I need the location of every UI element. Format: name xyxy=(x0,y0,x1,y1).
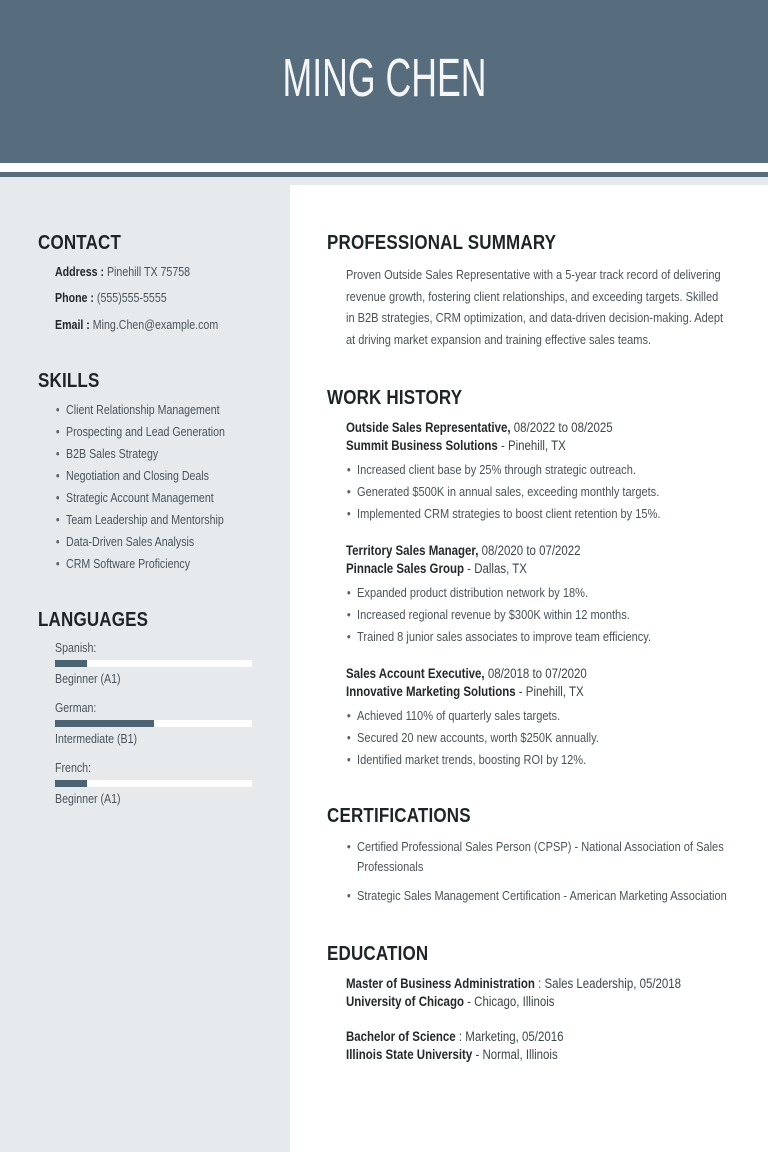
skills-list xyxy=(55,402,264,572)
language-level-bar-fill xyxy=(55,660,87,667)
job-bullet: • Trained 8 junior sales associates to improve team efficiency. xyxy=(346,628,741,645)
job-dates: 08/2018 to 07/2020 xyxy=(487,666,587,681)
job-bullet-list xyxy=(346,461,730,522)
certifications-heading: CERTIFICATIONS xyxy=(327,805,471,827)
job-bullet-list xyxy=(346,584,730,645)
certification-item: • Certified Professional Sales Person (CPSP) - National Association of Sales Professionals xyxy=(346,837,741,877)
job-title: Territory Sales Manager, xyxy=(346,543,479,558)
work-history-heading: WORK HISTORY xyxy=(327,387,463,409)
language-name: Spanish: xyxy=(55,640,97,655)
job-bullet: • Increased regional revenue by $300K within 12 months. xyxy=(346,606,741,623)
skill-item: • B2B Sales Strategy xyxy=(55,446,275,462)
job-location: - Dallas, TX xyxy=(467,560,527,576)
contact-email-line xyxy=(55,317,264,333)
contact-address-value: Pinehill TX 75758 xyxy=(106,265,191,279)
degree-school-line xyxy=(346,1046,730,1064)
degree-location: - Normal, Illinois xyxy=(475,1046,558,1062)
skill-item: • Prospecting and Lead Generation xyxy=(55,424,275,440)
contact-heading: CONTACT xyxy=(38,232,122,254)
job-company-line xyxy=(346,683,730,701)
skill-item: • Team Leadership and Mentorship xyxy=(55,512,275,528)
language-item-spanish xyxy=(55,641,264,687)
skill-item: • Data-Driven Sales Analysis xyxy=(55,534,275,550)
job-company: Innovative Marketing Solutions xyxy=(346,683,516,699)
candidate-name: MING CHEN xyxy=(282,47,486,108)
language-item-german xyxy=(55,701,264,747)
language-level-label: Beginner (A1) xyxy=(55,791,121,806)
job-bullet: • Implemented CRM strategies to boost client retention by 15%. xyxy=(346,505,741,522)
language-name: German: xyxy=(55,700,97,715)
degree-entry xyxy=(346,1028,730,1063)
professional-summary-section xyxy=(327,233,730,350)
degree-location: - Chicago, Illinois xyxy=(467,993,555,1009)
header-band xyxy=(0,0,768,163)
job-company: Summit Business Solutions xyxy=(346,437,498,453)
degree-entry xyxy=(346,975,730,1010)
contact-phone-line xyxy=(55,290,264,306)
contact-phone-label: Phone : xyxy=(55,291,94,306)
degree-title-line xyxy=(346,975,730,993)
certifications-list xyxy=(346,837,730,906)
job-bullet: • Achieved 110% of quarterly sales targets. xyxy=(346,707,741,724)
skills-section xyxy=(38,371,264,572)
skill-item: • Client Relationship Management xyxy=(55,402,275,418)
language-level-bar xyxy=(55,780,252,787)
languages-section xyxy=(38,610,264,807)
job-company-line xyxy=(346,560,730,578)
work-history-section xyxy=(327,388,730,768)
degree-school: Illinois State University xyxy=(346,1046,473,1062)
contact-email-value: Ming.Chen@example.com xyxy=(92,317,219,332)
degree-name: Master of Business Administration xyxy=(346,976,535,991)
job-title-line xyxy=(346,419,730,437)
degree-school-line xyxy=(346,993,730,1011)
degree-school: University of Chicago xyxy=(346,993,464,1009)
job-location: - Pinehill, TX xyxy=(518,683,584,699)
job-location: - Pinehill, TX xyxy=(500,437,566,453)
skills-heading: SKILLS xyxy=(38,369,100,392)
job-bullet: • Increased client base by 25% through strategic outreach. xyxy=(346,461,741,478)
degree-detail: : Marketing, 05/2016 xyxy=(458,1029,564,1044)
job-entry xyxy=(346,419,730,522)
content-area xyxy=(0,177,768,1152)
skill-item: • Strategic Account Management xyxy=(55,490,275,506)
certification-item: • Strategic Sales Management Certification - American Marketing Association xyxy=(346,886,741,906)
degree-title-line xyxy=(346,1028,730,1046)
professional-summary-heading: PROFESSIONAL SUMMARY xyxy=(327,232,557,254)
professional-summary-text: Proven Outside Sales Representative with a 5-year track record of delivering revenue growth, fostering client relationships, and exceeding targets. Skilled in B2B strategies, CRM optimization, and data-driven decision-making. Adept at driving market expansion and training effective sales teams. xyxy=(346,267,724,347)
contact-address-label: Address : xyxy=(55,265,105,279)
job-bullet: • Secured 20 new accounts, worth $250K annually. xyxy=(346,729,741,746)
contact-email-label: Email : xyxy=(55,317,90,332)
language-level-bar-fill xyxy=(55,780,87,787)
skill-item: • Negotiation and Closing Deals xyxy=(55,468,275,484)
job-bullet: • Identified market trends, boosting ROI by 12%. xyxy=(346,751,741,768)
degree-name: Bachelor of Science xyxy=(346,1029,456,1044)
job-entry xyxy=(346,665,730,768)
contact-section xyxy=(38,233,264,333)
job-title: Sales Account Executive, xyxy=(346,666,485,681)
language-level-bar xyxy=(55,720,252,727)
language-level-label: Beginner (A1) xyxy=(55,671,121,686)
languages-heading: LANGUAGES xyxy=(38,608,149,631)
contact-phone-value: (555)555-5555 xyxy=(96,291,167,306)
language-level-bar xyxy=(55,660,252,667)
contact-address-line xyxy=(55,264,264,280)
main-column xyxy=(290,185,768,1152)
degree-detail: : Sales Leadership, 05/2018 xyxy=(538,976,682,991)
certifications-section xyxy=(327,806,730,906)
job-company: Pinnacle Sales Group xyxy=(346,560,464,576)
education-section xyxy=(327,944,730,1063)
job-title: Outside Sales Representative, xyxy=(346,420,511,435)
language-level-bar-fill xyxy=(55,720,154,727)
language-name: French: xyxy=(55,760,92,775)
language-level-label: Intermediate (B1) xyxy=(55,731,138,746)
job-bullet: • Expanded product distribution network by 18%. xyxy=(346,584,741,601)
job-bullet-list xyxy=(346,707,730,768)
education-heading: EDUCATION xyxy=(327,943,429,965)
skill-item: • CRM Software Proficiency xyxy=(55,556,275,572)
sidebar xyxy=(0,177,290,1152)
job-title-line xyxy=(346,542,730,560)
job-entry xyxy=(346,542,730,645)
job-bullet: • Generated $500K in annual sales, exceeding monthly targets. xyxy=(346,483,741,500)
job-company-line xyxy=(346,437,730,455)
job-dates: 08/2022 to 08/2025 xyxy=(513,420,613,435)
language-item-french xyxy=(55,761,264,807)
job-title-line xyxy=(346,665,730,683)
job-dates: 08/2020 to 07/2022 xyxy=(481,543,581,558)
